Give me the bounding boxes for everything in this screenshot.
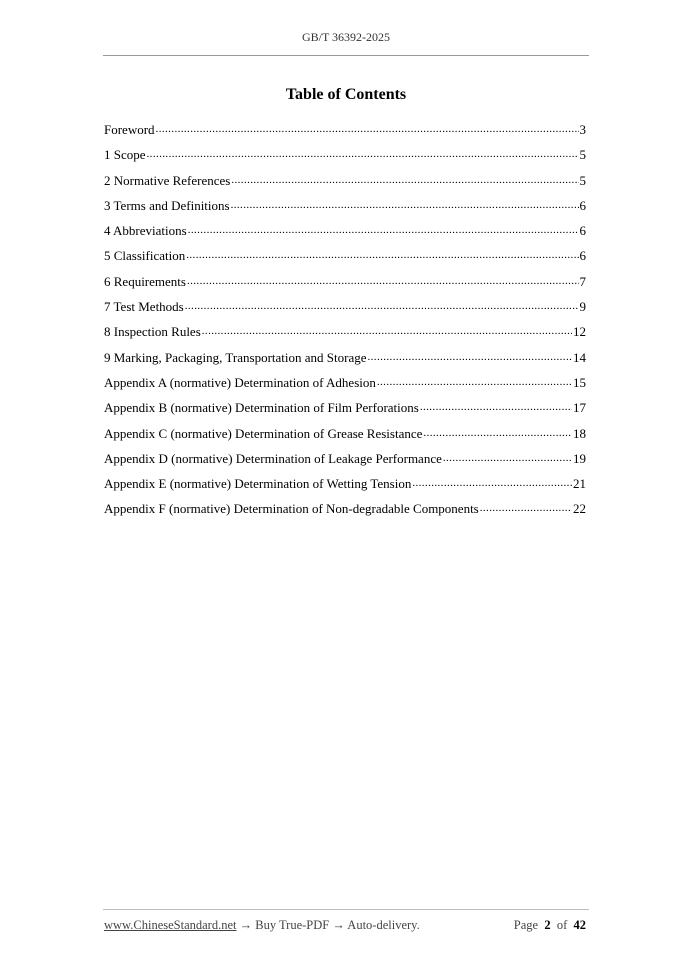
- toc-entry-test-methods[interactable]: [104, 298, 586, 323]
- toc-entry-page: 14: [573, 349, 586, 365]
- dot-leader: [186, 247, 578, 260]
- dot-leader: [423, 425, 572, 438]
- toc-entry-title: 6 Requirements: [104, 273, 186, 289]
- toc-entry-appendix-e[interactable]: [104, 475, 586, 500]
- dot-leader: [368, 349, 573, 362]
- dot-leader: [202, 323, 572, 336]
- toc-entry-title: 3 Terms and Definitions: [104, 197, 230, 213]
- toc-entry-page: 9: [579, 299, 586, 315]
- toc-entry-page: 22: [573, 501, 586, 517]
- toc-entry-page: 19: [573, 450, 586, 466]
- toc-entry-appendix-d[interactable]: [104, 450, 586, 475]
- toc-entry-scope[interactable]: [104, 146, 586, 171]
- toc-entry-page: 5: [579, 147, 586, 163]
- toc-entry-title: 7 Test Methods: [104, 299, 184, 315]
- toc-entry-appendix-f[interactable]: [104, 500, 586, 525]
- toc-entry-title: Appendix E (normative) Determination of Wetting Tension: [104, 476, 412, 492]
- toc-entry-foreword[interactable]: [104, 121, 586, 146]
- toc-entry-title: Appendix F (normative) Determination of Non-degradable Components: [104, 501, 479, 517]
- site-link[interactable]: www.ChineseStandard.net: [104, 918, 237, 932]
- dot-leader: [420, 399, 572, 412]
- toc-entry-title: Appendix A (normative) Determination of Adhesion: [104, 374, 376, 390]
- current-page-number: 2: [544, 918, 551, 932]
- toc-entry-appendix-a[interactable]: [104, 374, 586, 399]
- toc-entry-page: 6: [579, 197, 586, 213]
- dot-leader: [443, 450, 572, 463]
- dot-leader: [185, 298, 579, 311]
- toc-entry-page: 6: [579, 248, 586, 264]
- footer-left: [104, 918, 420, 933]
- page-footer: [104, 918, 586, 933]
- toc-entry-page: 21: [573, 476, 586, 492]
- header-divider: [103, 55, 589, 56]
- toc-entry-page: 6: [579, 223, 586, 239]
- page-indicator: [514, 918, 586, 933]
- dot-leader: [187, 273, 579, 286]
- page-label: Page: [513, 918, 539, 932]
- footer-divider: [103, 909, 589, 910]
- dot-leader: [377, 374, 572, 387]
- dot-leader: [231, 172, 578, 185]
- toc-entry-page: 18: [573, 425, 586, 441]
- toc-entry-title: 4 Abbreviations: [104, 223, 187, 239]
- toc-entry-title: 8 Inspection Rules: [104, 324, 201, 340]
- toc-entry-page: 15: [573, 374, 586, 390]
- toc-entry-title: 1 Scope: [104, 147, 146, 163]
- dot-leader: [188, 222, 579, 235]
- toc-entry-inspection-rules[interactable]: [104, 323, 586, 348]
- toc-entry-terms-definitions[interactable]: [104, 197, 586, 222]
- toc-entry-page: 7: [579, 273, 586, 289]
- toc-title: Table of Contents: [285, 86, 407, 103]
- dot-leader: [147, 146, 579, 159]
- dot-leader: [412, 475, 572, 488]
- footer-tagline: → Buy True-PDF → Auto-delivery.: [239, 918, 420, 932]
- toc-entry-page: 12: [573, 324, 586, 340]
- toc-entry-title: 2 Normative References: [104, 172, 231, 188]
- toc-entry-appendix-c[interactable]: [104, 425, 586, 450]
- toc-entry-title: 5 Classification: [104, 248, 186, 264]
- document-code-header: GB/T 36392-2025: [301, 30, 391, 44]
- toc-entry-title: Appendix D (normative) Determination of Leakage Performance: [104, 450, 442, 466]
- toc-entry-title: Appendix C (normative) Determination of Grease Resistance: [104, 425, 423, 441]
- dot-leader: [231, 197, 579, 210]
- table-of-contents: [104, 121, 586, 526]
- page-of-label: of: [556, 918, 568, 932]
- toc-entry-title: 9 Marking, Packaging, Transportation and Storage: [104, 349, 367, 365]
- total-pages-number: 42: [573, 918, 586, 932]
- dot-leader: [156, 121, 579, 134]
- toc-entry-abbreviations[interactable]: [104, 222, 586, 247]
- toc-entry-appendix-b[interactable]: [104, 399, 586, 424]
- toc-entry-marking-packaging[interactable]: [104, 349, 586, 374]
- dot-leader: [480, 500, 572, 513]
- toc-entry-page: 17: [573, 400, 586, 416]
- toc-entry-classification[interactable]: [104, 247, 586, 272]
- toc-entry-requirements[interactable]: [104, 273, 586, 298]
- toc-entry-page: 5: [579, 172, 586, 188]
- toc-entry-title: Appendix B (normative) Determination of Film Perforations: [104, 400, 419, 416]
- toc-entry-title: Foreword: [104, 122, 155, 137]
- toc-entry-page: 3: [579, 122, 586, 137]
- toc-entry-normative-references[interactable]: [104, 172, 586, 197]
